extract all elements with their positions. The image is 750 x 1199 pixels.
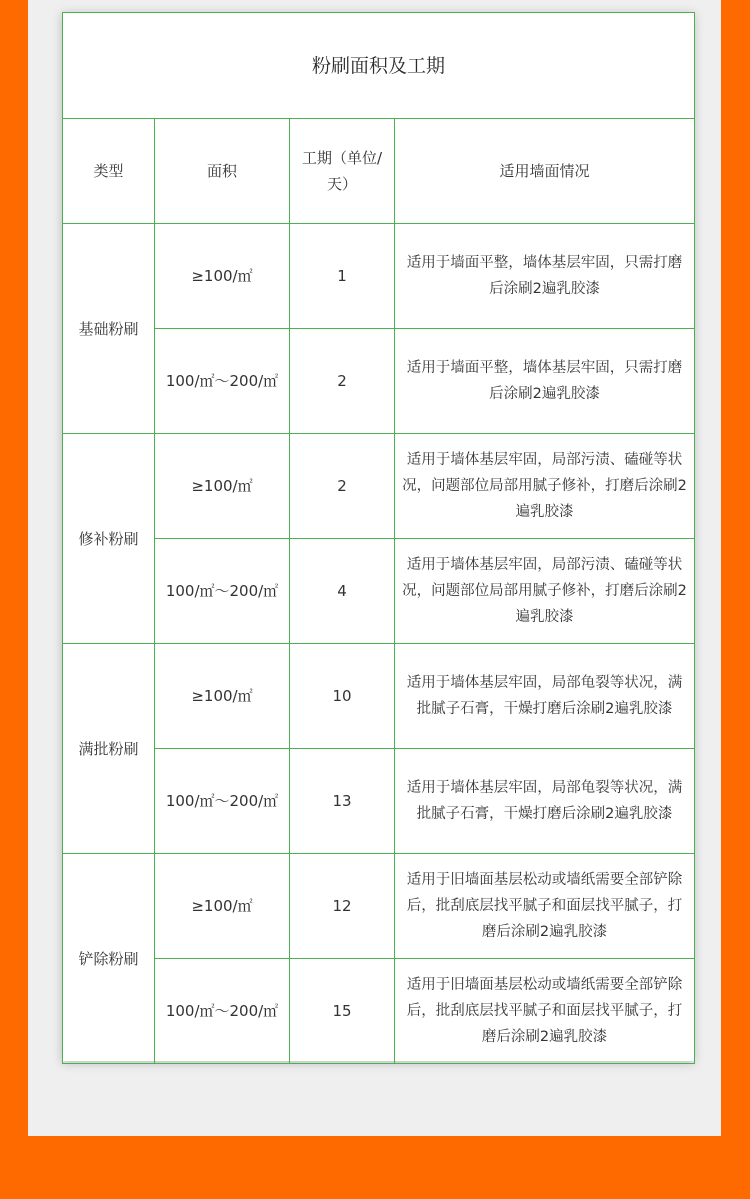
table-row	[63, 434, 695, 539]
table-row	[63, 959, 695, 1064]
header-wall-condition: 适用墙面情况	[395, 119, 695, 224]
area-cell: 100/㎡～200/㎡	[155, 329, 290, 434]
days-cell: 15	[290, 959, 395, 1064]
table-row	[63, 539, 695, 644]
description-cell: 适用于旧墙面基层松动或墙纸需要全部铲除后，批刮底层找平腻子和面层找平腻子，打磨后涂刷2遍乳胶漆	[395, 959, 695, 1064]
description-cell: 适用于墙面平整，墙体基层牢固，只需打磨后涂刷2遍乳胶漆	[395, 224, 695, 329]
type-cell: 修补粉刷	[63, 434, 155, 644]
header-row	[63, 119, 695, 224]
area-cell: 100/㎡～200/㎡	[155, 749, 290, 854]
header-duration: 工期（单位/天）	[290, 119, 395, 224]
description-cell: 适用于墙面平整，墙体基层牢固，只需打磨后涂刷2遍乳胶漆	[395, 329, 695, 434]
area-cell: ≥100/㎡	[155, 644, 290, 749]
table-title: 粉刷面积及工期	[63, 13, 695, 119]
table-row	[63, 224, 695, 329]
header-type: 类型	[63, 119, 155, 224]
type-cell: 铲除粉刷	[63, 854, 155, 1064]
days-cell: 10	[290, 644, 395, 749]
area-cell: 100/㎡～200/㎡	[155, 959, 290, 1064]
table-row	[63, 854, 695, 959]
table-row	[63, 749, 695, 854]
days-cell: 12	[290, 854, 395, 959]
table-card	[62, 12, 694, 1061]
type-cell: 基础粉刷	[63, 224, 155, 434]
description-cell: 适用于墙体基层牢固，局部污渍、磕碰等状况，问题部位局部用腻子修补，打磨后涂刷2遍乳胶漆	[395, 539, 695, 644]
days-cell: 4	[290, 539, 395, 644]
area-cell: ≥100/㎡	[155, 224, 290, 329]
header-area: 面积	[155, 119, 290, 224]
painting-table	[62, 12, 695, 1064]
days-cell: 13	[290, 749, 395, 854]
days-cell: 2	[290, 329, 395, 434]
table-row	[63, 644, 695, 749]
table-row	[63, 329, 695, 434]
description-cell: 适用于墙体基层牢固，局部污渍、磕碰等状况，问题部位局部用腻子修补，打磨后涂刷2遍乳胶漆	[395, 434, 695, 539]
type-cell: 满批粉刷	[63, 644, 155, 854]
days-cell: 2	[290, 434, 395, 539]
description-cell: 适用于旧墙面基层松动或墙纸需要全部铲除后，批刮底层找平腻子和面层找平腻子，打磨后涂刷2遍乳胶漆	[395, 854, 695, 959]
area-cell: ≥100/㎡	[155, 854, 290, 959]
days-cell: 1	[290, 224, 395, 329]
area-cell: 100/㎡～200/㎡	[155, 539, 290, 644]
area-cell: ≥100/㎡	[155, 434, 290, 539]
description-cell: 适用于墙体基层牢固，局部龟裂等状况，满批腻子石膏，干燥打磨后涂刷2遍乳胶漆	[395, 644, 695, 749]
description-cell: 适用于墙体基层牢固，局部龟裂等状况，满批腻子石膏，干燥打磨后涂刷2遍乳胶漆	[395, 749, 695, 854]
